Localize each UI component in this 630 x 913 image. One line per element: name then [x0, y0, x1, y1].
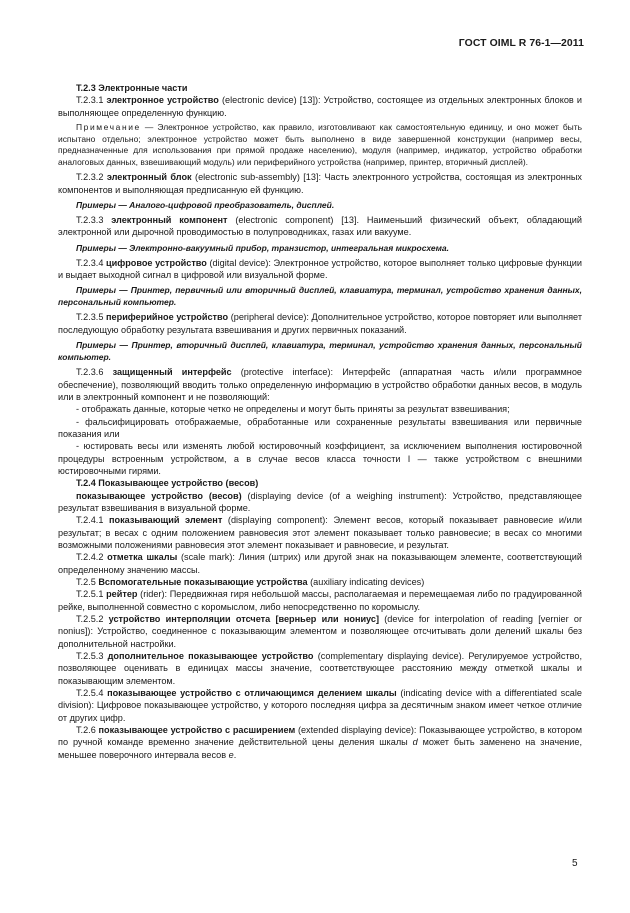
- text-run: — Электронное устройство, как правило, изготовливают как самостоятельную единицу, и оно может быть испытано отдельно; электронное устройство может быть выполнено в виде завершенной конструкции (например весы, предназначенные для использования при прямой продаже населению), модуля (например, индикатор, устройство обработки аналоговых данных, взвешивающий модуль) или периферийного устройства (например, принтер, вторичный дисплей).: [58, 122, 582, 167]
- body-paragraph: [58, 724, 582, 761]
- text-run: (electronic device) [13]): Устройство, состоящее из отдельных электронных блоков и выполняющее определенную функцию.: [58, 95, 582, 118]
- body-paragraph: [58, 588, 582, 613]
- text-run: (displaying component): Элемент весов, который показывает равновесие и/или результат; в весах с одним положением равновесия этот элемент показывает только равновесие; в весах со многими возможными положениями равновесия этот элемент показывает и равновесие, и результат.: [58, 515, 582, 550]
- text-run: Т.2.5.2: [76, 614, 109, 625]
- body-paragraph: [58, 613, 582, 650]
- text-run: (extended displaying device): Показывающее устройство, в котором по ручной команде временно значение действительной цены деления шкалы: [58, 725, 582, 748]
- text-run: может быть заменено на значение, меньшее поверочного интервала весов: [58, 737, 582, 760]
- body-paragraph: [58, 687, 582, 724]
- text-run: е: [228, 749, 234, 760]
- example-paragraph: [58, 284, 582, 308]
- body-paragraph: [58, 403, 582, 415]
- term: периферийное устройство: [106, 312, 229, 323]
- text-run: Т.2.5.4: [76, 688, 108, 699]
- term: Т.2.3 Электронные части: [76, 83, 188, 93]
- text-run: (displaying device (of a weighing instrument): Устройство, представляющее результат взвешивания в визуальной форме.: [58, 490, 582, 513]
- body-paragraph: [58, 171, 582, 196]
- text-run: Т.2.6: [76, 725, 99, 736]
- term: показывающее устройство (весов): [76, 490, 242, 501]
- body-paragraph: [58, 311, 582, 336]
- text-run: (device for interpolation of reading [vernier or nonius]): Устройство, соединенное с показывающим элементом и позволяющее отсчитывать доли делений шкалы без дополнительной настройки.: [58, 614, 582, 649]
- term: рейтер: [106, 589, 138, 600]
- text-run: (complementary displaying device). Регулируемое устройство, позволяющее оценивать в единицах массы значение, соответствующее расстоянию между отметкой шкалы и показывающим элементом.: [58, 651, 582, 686]
- term: показывающее устройство с расширением: [98, 725, 296, 736]
- body-paragraph: [58, 214, 582, 239]
- text-run: Примечание: [76, 122, 141, 133]
- body-paragraph: [58, 366, 582, 403]
- term: отметка шкалы: [107, 552, 178, 563]
- term: Вспомогательные показывающие устройства: [98, 577, 308, 587]
- term: электронный блок: [106, 172, 192, 183]
- text-run: Т.2.3.1: [76, 95, 107, 106]
- text-run: (scale mark): Линия (штрих) или другой знак на показывающем элементе, соответствующий определенному значению массы.: [58, 552, 582, 575]
- text-run: Примеры — Аналого-цифровой преобразователь, дисплей.: [76, 200, 335, 211]
- text-run: (digital device): Электронное устройство, которое выполняет только цифровые функции и выдает выходной сигнал в цифровой или визуальной форме.: [58, 257, 582, 281]
- text-run: Т.2.4.2: [76, 552, 108, 563]
- text-run: d: [412, 737, 418, 748]
- body-paragraph: [58, 94, 582, 119]
- text-run: (protective interface): Интерфейс (аппаратная часть и/или программное обеспечение), позволяющий вводить только определенную информацию в устройство обработки данных весов, в модуль или в электронный компонент и не позволяющий:: [58, 367, 582, 402]
- term: электронный компонент: [111, 215, 228, 226]
- text-run: (electronic component) [13]. Наименьший физический объект, обладающий электронной или дырочной проводимостью в полупроводниках, газах или вакууме.: [58, 215, 582, 238]
- text-run: Т.2.3.4: [76, 257, 107, 268]
- body-paragraph: [58, 576, 582, 588]
- note-paragraph: [58, 122, 582, 168]
- term: показывающий элемент: [109, 515, 223, 526]
- text-run: Примеры — Принтер, вторичный дисплей, клавиатура, терминал, устройство хранения данных, персональный компьютер.: [58, 340, 582, 363]
- document-header: ГОСТ OIML R 76-1—2011: [458, 38, 584, 49]
- text-run: Т.2.3.5: [76, 312, 107, 323]
- term: Т.2.4 Показывающее устройство (весов): [76, 478, 259, 489]
- text-run: Т.2.3.6: [76, 367, 113, 378]
- text-run: Т.2.5.1: [76, 589, 107, 600]
- document-body: [58, 82, 582, 761]
- term: дополнительное показывающее устройство: [107, 651, 314, 662]
- body-paragraph: [58, 650, 582, 687]
- term: показывающее устройство с отличающимся делением шкалы: [107, 688, 397, 699]
- term: устройство интерполяции отсчета [верньер или нониус]: [108, 614, 380, 625]
- text-run: .: [233, 749, 237, 760]
- text-run: - отображать данные, которые четко не определены и могут быть приняты за результат взвешивания;: [76, 404, 510, 415]
- term: электронное устройство: [106, 95, 219, 106]
- text-run: Примеры — Электронно-вакуумный прибор, транзистор, интегральная микросхема.: [76, 242, 449, 253]
- body-paragraph: [58, 440, 582, 477]
- text-run: (peripheral device): Дополнительное устройство, которое повторяет или выполняет последующую обработку результата взвешивания и других первичных показаний.: [58, 312, 582, 335]
- body-paragraph: [58, 490, 582, 515]
- text-run: Примеры — Принтер, первичный или вторичный дисплей, клавиатура, терминал, устройство хранения данных, персональный компьютер.: [58, 285, 582, 308]
- text-run: Т.2.3.2: [76, 172, 107, 183]
- text-run: - фальсифицировать отображаемые, обработанные или сохраненные результаты взвешивания или первичные показания или: [58, 416, 582, 439]
- term: защищенный интерфейс: [112, 367, 232, 378]
- text-run: Т.2.5.3: [76, 651, 108, 662]
- body-paragraph: [58, 257, 582, 282]
- example-paragraph: [58, 242, 582, 254]
- page-number: 5: [572, 858, 578, 869]
- section-heading: [58, 82, 582, 94]
- text-run: (auxiliary indicating devices): [307, 577, 425, 587]
- section-heading: [58, 477, 582, 489]
- body-paragraph: [58, 416, 582, 441]
- text-run: - юстировать весы или изменять любой юстировочный коэффициент, за исключением выполнения юстировочной процедуры встроенным устройством, а в случае весов класса точности I — также устройством с внешними юстировочными гирями.: [58, 441, 582, 476]
- term: цифровое устройство: [106, 257, 207, 268]
- text-run: Т.2.5: [76, 577, 99, 587]
- body-paragraph: [58, 551, 582, 576]
- text-run: (electronic sub-assembly) [13]: Часть электронного устройства, состоящая из электронных компонентов и выполняющая предписанную ей функцию.: [58, 172, 582, 195]
- text-run: Т.2.3.3: [76, 215, 112, 226]
- text-run: Т.2.4.1: [76, 515, 109, 526]
- example-paragraph: [58, 339, 582, 363]
- body-paragraph: [58, 514, 582, 551]
- text-run: (rider): Передвижная гиря небольшой массы, располагаемая и перемещаемая либо по градуированной рейке, выполненной совместно с коромыслом, либо непосредственно по коромыслу.: [58, 589, 583, 612]
- example-paragraph: [58, 199, 582, 211]
- text-run: (indicating device with a differentiated scale division): Цифровое показывающее устройство, у которого последняя цифра за десятичным знаком имеет четкое отличие от других цифр.: [58, 688, 582, 723]
